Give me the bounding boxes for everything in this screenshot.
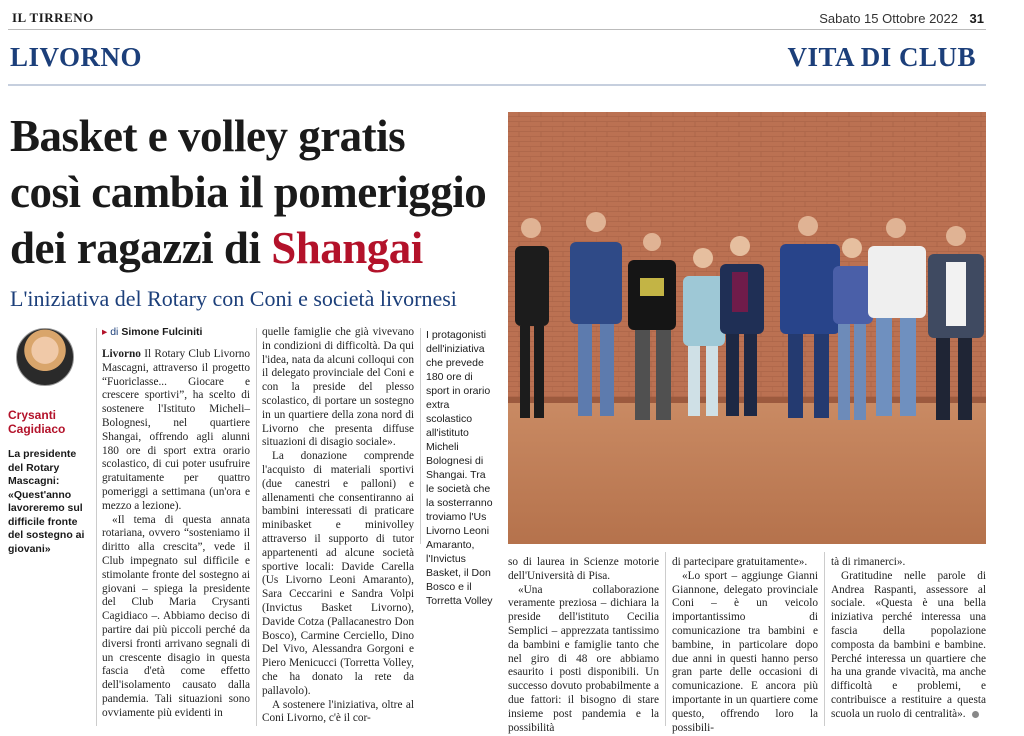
paragraph: di partecipare gratuitamente». — [672, 556, 808, 568]
article-column-4 — [672, 556, 818, 735]
paragraph-text: Gratitudine nelle parole di Andrea Raspanti, assessore al sociale. «Questa è una bella iniziativa perché interessa una fascia della popolazione composta da bambini e bambine. Perché interessa un quartiere che ha una grande vivacità, ma anche difficoltà e problemi, e contribuisce a restituire a questa scuola un ruolo di centralità». — [831, 569, 986, 720]
newspaper-topbar — [8, 8, 986, 30]
column-rule — [824, 552, 825, 726]
column-rule — [665, 552, 666, 726]
paragraph: «Una collaborazione veramente preziosa – dichiara la preside dell'istituto Cecilia Semplici – apprezzata tantissimo da bambini e famiglie tanto che nel giro di 48 ore abbiamo esaurito i posti disponibili. Un successo dovuto probabilmente a due fattori: il bisogno di stare insieme post pandemia e la possibilità — [508, 583, 659, 734]
section-divider — [8, 84, 986, 86]
headline-line-3-text: dei ragazzi di — [10, 223, 272, 273]
headline-line-3 — [10, 220, 500, 276]
portrait-name: Crysanti Cagidiaco — [8, 408, 66, 436]
column-rule — [96, 328, 97, 726]
paragraph: tà di rimanerci». — [831, 556, 906, 568]
issue-date: Sabato 15 Ottobre 2022 — [819, 11, 958, 26]
paragraph: quelle famiglie che già vivevano in condizioni di difficoltà. Da qui l'idea, nata da alcuni colloqui con il delegato provinciale del Coni e con la preside del plesso scolastico, di portare un sostegno in un quartiere della zona nord di Livorno che presenta diffuse situazioni di disagio sociale». — [262, 326, 414, 449]
headline-line-2: così cambia il pomeriggio — [10, 167, 487, 217]
dateline-city: Livorno — [102, 348, 141, 360]
paragraph: «Lo sport – aggiunge Gianni Giannone, delegato provinciale Coni – è un veicolo importantissimo di comunicazione tra bambini e bambine, in particolare dopo due anni in questi hanno perso gran parte delle occasioni di comunicazione. E ancora più importante in un quartiere come questo, offrendo loro la possibili- — [672, 569, 818, 734]
photo-caption: I protagonisti dell'iniziativa che prevede 180 ore di sport in orario extra scolastico all'istituto Micheli Bolognesi di Shangai. Tra le società che la sosterranno troviamo l'Us Livorno Leoni Amaranto, l'Invictus Basket, il Don Bosco e il Torretta Volley — [426, 329, 493, 607]
paragraph — [102, 348, 250, 514]
byline — [102, 326, 250, 338]
byline-marker-icon: ▸ — [102, 326, 108, 338]
end-of-article-icon — [972, 711, 979, 718]
headline-line-1: Basket e volley gratis — [10, 111, 406, 161]
paragraph: La donazione comprende l'acquisto di materiali sportivi (due canestri e palloni) e allenamenti che consentiranno ai bambini interessati di praticare minibasket e minivolley attraverso il supporto di tutor appartenenti ad alcune società sportive locali: Davide Carella (Us Livorno Leoni Amaranto), Sara Ceccarini e Sandra Volpi (Invictus Basket Livorno), Davide Cotza (Pallacanestro Don Bosco), Carmine Cerciello, Dino Del Vivo, Alessandra Gorgoni e Piero Menicucci (Torretta Volley, che ha donato la rete da pallavolo). — [262, 450, 414, 697]
column-rule — [420, 328, 421, 544]
section-livorno: LIVORNO — [10, 42, 142, 72]
group-photo-illustration — [508, 112, 986, 544]
byline-prefix: di — [110, 326, 119, 338]
paragraph: «Il tema di questa annata rotariana, ovvero “sosteniamo il diritto alla crescita”, vede il Club impegnato sul difficile e stimolante fronte del sostegno ai giovani – spiega la presidente del Club Maria Crysanti Cagidiaco –. Abbiamo deciso di partire dai più piccoli perché da diversi fronti arrivano segnali di un crescente disagio in questa fascia d'età come effetto dell'isolamento causato dalla pandemia. Tali situazioni sono ovviamente più evidenti in — [102, 513, 250, 719]
page-number: 31 — [969, 11, 984, 26]
paragraph: A sostenere l'iniziativa, oltre al Coni Livorno, c'è il cor- — [262, 698, 414, 725]
headline-highlight: Shangai — [271, 223, 423, 273]
column-rule — [256, 328, 257, 726]
portrait-caption: La presidente del Rotary Mascagni: «Quest'anno lavoreremo sul difficile fronte del sostegno ai giovani» — [8, 448, 85, 555]
paragraph — [831, 570, 986, 722]
article-column-2 — [262, 326, 414, 726]
group-photo — [508, 112, 986, 544]
portrait-avatar — [16, 328, 74, 386]
section-vita-di-club: VITA DI CLUB — [787, 42, 976, 72]
article-headline — [10, 108, 500, 276]
article-column-5 — [831, 556, 986, 722]
paragraph-text: Il Rotary Club Livorno Mascagni, attraverso il progetto “Fuoriclasse... Giocare e crescere sportivi”, ha scelto di sostenere l'Istituto Micheli–Bolognesi, nel quartiere Shangai, offrendo agli alunni 180 ore di sport extra orario scolastico, di cui poter usufruire gratuitamente per quattro pomeriggi a settimana (un'ora e mezzo a lezione). — [102, 348, 250, 512]
article-column-1 — [102, 326, 250, 721]
paragraph: so di laurea in Scienze motorie dell'Università di Pisa. — [508, 556, 659, 582]
article-subheadline: L'iniziativa del Rotary con Coni e società livornesi — [10, 286, 457, 311]
masthead: IL TIRRENO — [12, 10, 94, 25]
byline-author: Simone Fulciniti — [121, 326, 203, 338]
portrait-column — [8, 322, 94, 556]
article-column-3 — [508, 556, 659, 735]
